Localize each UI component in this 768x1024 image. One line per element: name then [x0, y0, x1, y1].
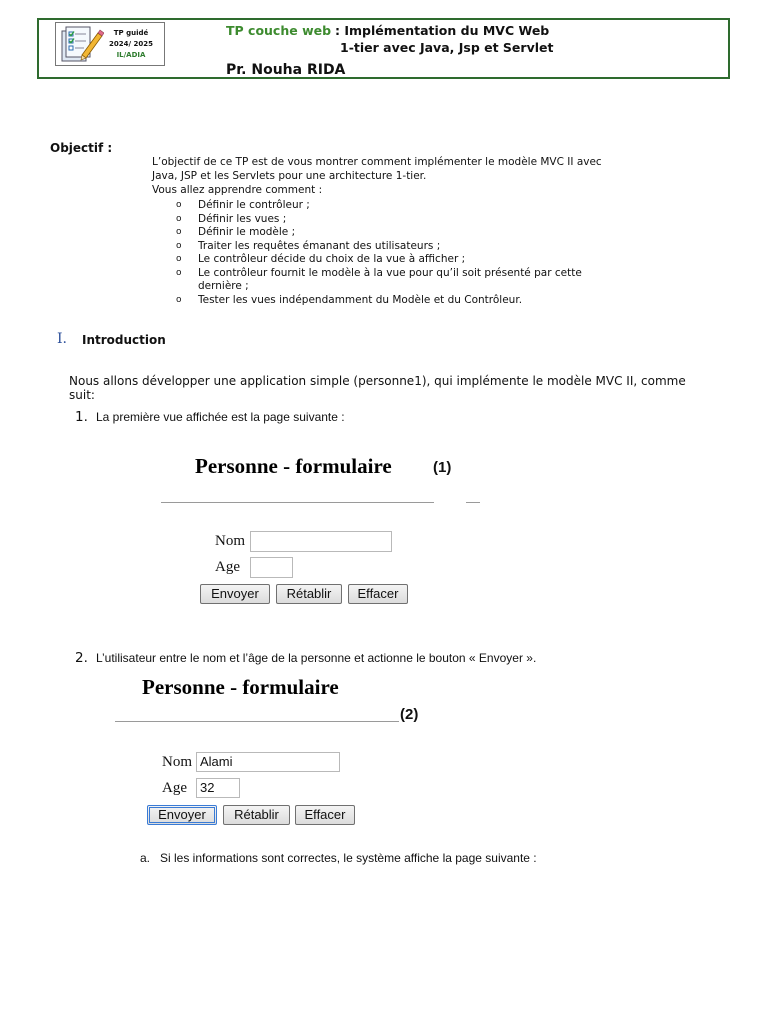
list-item: [176, 294, 636, 308]
form2-retablir-button[interactable]: Rétablir: [223, 805, 290, 825]
bullet-circle-icon: o: [176, 227, 182, 237]
step-a-label: a.: [140, 851, 151, 865]
bullet-circle-icon: o: [176, 294, 182, 305]
step-a-text: Si les informations sont correctes, le système affiche la page suivante :: [160, 851, 537, 865]
bullet-circle-icon: o: [176, 254, 182, 264]
list-item: [176, 240, 636, 254]
form1-effacer-button[interactable]: Effacer: [348, 584, 408, 604]
objectif-intro-line-2: Java, JSP et les Servlets pour une architecture 1-tier.: [152, 170, 427, 182]
form1-retablir-button[interactable]: Rétablir: [276, 584, 342, 604]
list-item: [176, 213, 636, 227]
step-2-text: L’utilisateur entre le nom et l’âge de la personne et actionne le bouton « Envoyer ».: [96, 651, 537, 665]
list-item: [176, 199, 636, 213]
course-name: TP couche web: [226, 23, 332, 38]
form1-age-label: Age: [215, 559, 240, 575]
list-item-text: Définir le contrôleur ;: [198, 199, 310, 211]
list-item-text: Traiter les requêtes émanant des utilisateurs ;: [198, 239, 441, 252]
form1-nom-input[interactable]: [250, 531, 392, 552]
form2-badge: (2): [400, 706, 419, 723]
list-item-text: Définir les vues ;: [198, 212, 287, 225]
form1-divider-short: [466, 502, 480, 503]
bullet-circle-icon: o: [176, 240, 182, 251]
checklist-pencil-icon: [60, 25, 104, 63]
list-item: [176, 226, 636, 240]
objectif-label: Objectif :: [50, 141, 113, 155]
objectif-intro-line-1: L’objectif de ce TP est de vous montrer comment implémenter le modèle MVC II avec: [152, 156, 602, 168]
list-item-text: Tester les vues indépendamment du Modèle et du Contrôleur.: [198, 293, 523, 306]
list-item-text: Le contrôleur décide du choix de la vue à afficher ;: [198, 253, 466, 265]
form2-divider: [115, 721, 399, 722]
form1-nom-label: Nom: [215, 533, 245, 549]
list-item: [176, 253, 636, 267]
intro-paragraph: Nous allons développer une application simple (personne1), qui implémente le modèle MVC II, comme suit:: [69, 374, 686, 402]
step-2-number: 2.: [75, 650, 88, 666]
step-1-text: La première vue affichée est la page suivante :: [96, 410, 345, 424]
form2-nom-label: Nom: [162, 754, 192, 770]
form1-badge: (1): [433, 459, 452, 476]
document-title-line-1: : Implémentation du MVC Web: [335, 23, 550, 38]
section-number: I.: [57, 331, 67, 347]
form1-divider: [161, 502, 434, 503]
logo-text-line-1: TP guidé: [113, 29, 149, 37]
document-title-line-2: 1-tier avec Java, Jsp et Servlet: [340, 40, 554, 55]
logo-text-line-3: IL/ADIA: [116, 51, 146, 59]
form2-effacer-button[interactable]: Effacer: [295, 805, 355, 825]
form2-age-label: Age: [162, 780, 187, 796]
list-item-text: Définir le modèle ;: [198, 226, 296, 238]
bullet-circle-icon: o: [176, 267, 182, 278]
form1-envoyer-button[interactable]: Envoyer: [200, 584, 270, 604]
form2-heading: Personne - formulaire: [142, 675, 339, 699]
bullet-circle-icon: o: [176, 200, 182, 210]
form1-age-input[interactable]: [250, 557, 293, 578]
objectif-bullet-list: [176, 199, 636, 307]
form2-nom-input[interactable]: Alami: [196, 752, 340, 772]
form1-heading: Personne - formulaire: [195, 454, 392, 478]
form2-envoyer-button[interactable]: Envoyer: [147, 805, 217, 825]
logo-text-line-2: 2024/ 2025: [109, 40, 153, 48]
section-title: Introduction: [82, 333, 166, 347]
list-item: [176, 267, 628, 294]
form2-age-input[interactable]: 32: [196, 778, 240, 798]
step-1-number: 1.: [75, 409, 88, 425]
professor-name: Pr. Nouha RIDA: [226, 62, 346, 78]
objectif-intro-line-3: Vous allez apprendre comment :: [152, 184, 323, 196]
bullet-circle-icon: o: [176, 213, 182, 224]
list-item-text: Le contrôleur fournit le modèle à la vue pour qu’il soit présenté par cette dernière ;: [198, 266, 582, 292]
